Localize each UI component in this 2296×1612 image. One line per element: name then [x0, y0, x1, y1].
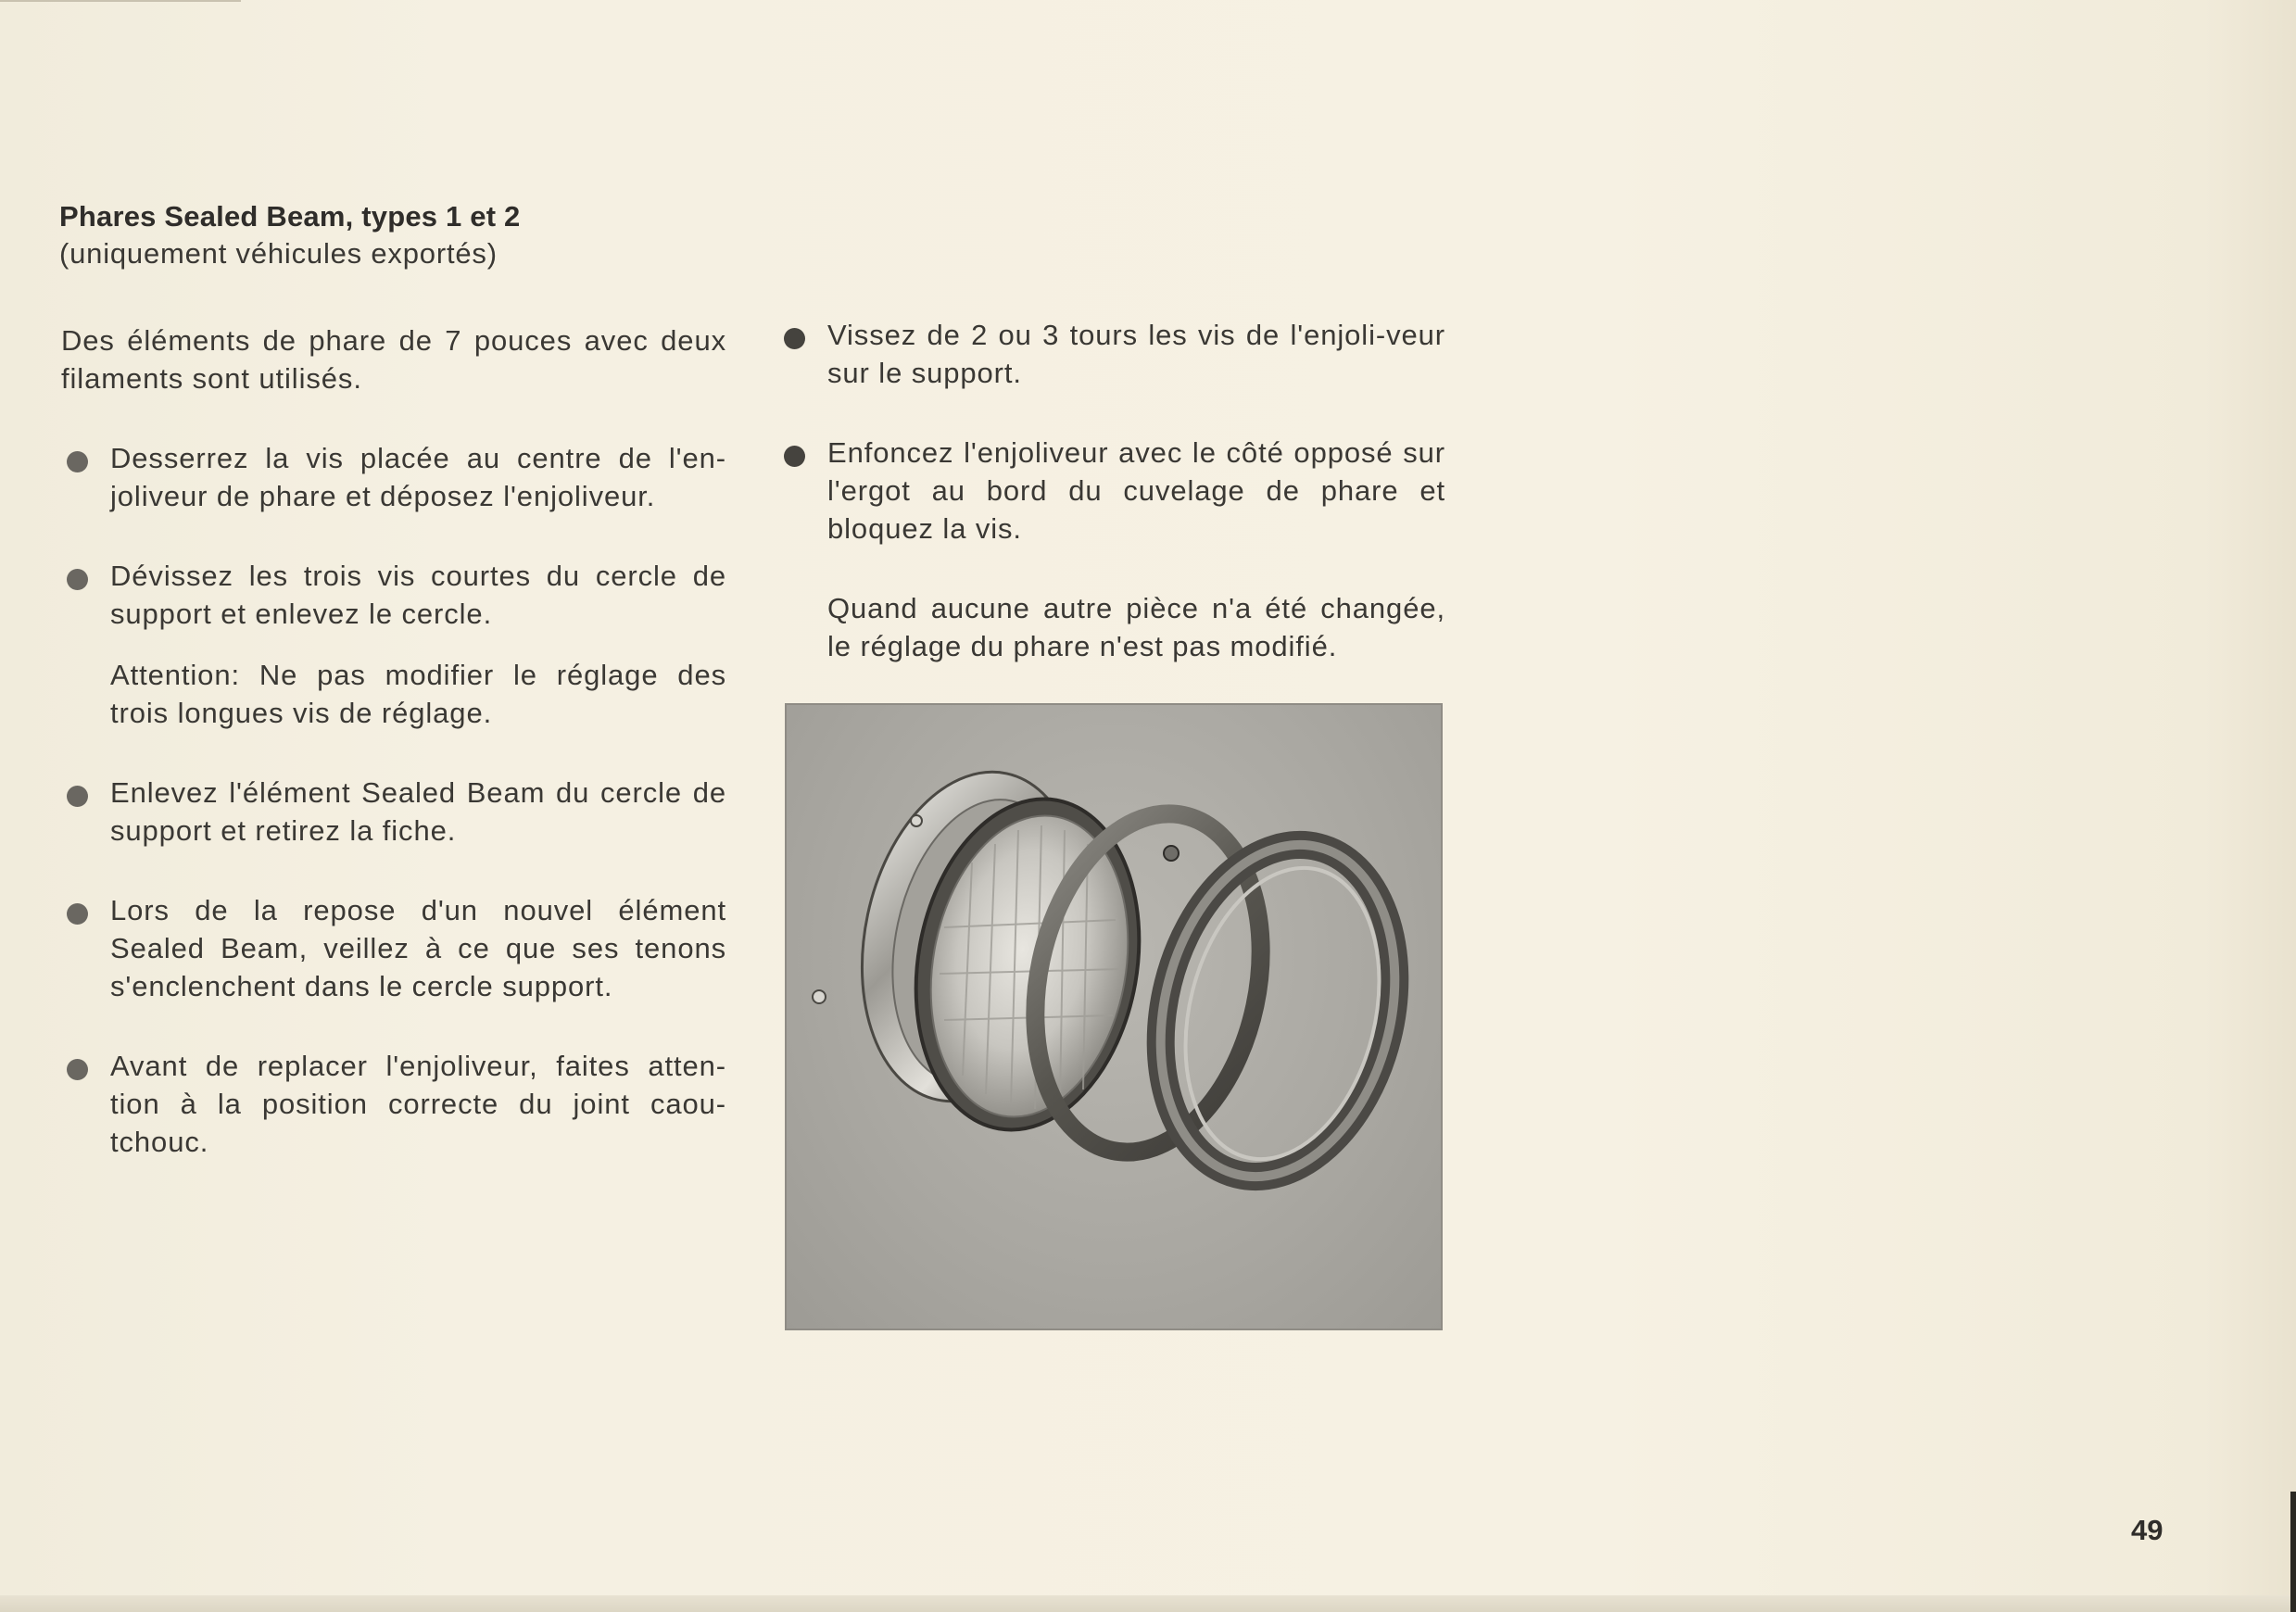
- step-item: [783, 434, 1445, 548]
- step-text: Dévissez les trois vis courtes du cercle de support et enlevez le cercle.: [110, 560, 726, 630]
- bullet-dot-icon: [784, 328, 805, 349]
- step-text: Vissez de 2 ou 3 tours les vis de l'enjoli-veur sur le support.: [827, 319, 1445, 389]
- step-text: Enfoncez l'enjoliveur avec le côté opposé sur l'ergot au bord du cuvelage de phare et bloquez la vis.: [827, 436, 1445, 545]
- left-column: [61, 321, 726, 1203]
- section-subtitle: (uniquement véhicules exportés): [59, 237, 498, 270]
- step-item: [61, 891, 726, 1005]
- bullet-dot-icon: [67, 786, 88, 807]
- page-number: 49: [2131, 1514, 2164, 1546]
- bullet-dot-icon: [67, 1059, 88, 1080]
- step-item: [61, 439, 726, 515]
- page-bottom-edge: [0, 1595, 2296, 1612]
- step-item: [61, 557, 726, 633]
- headlight-exploded-view-image: [787, 705, 1441, 1329]
- intro-paragraph: Des éléments de phare de 7 pouces avec deux filaments sont utilisés.: [61, 324, 726, 395]
- bullet-dot-icon: [67, 451, 88, 472]
- step-text: Desserrez la vis placée au centre de l'en-joliveur de phare et déposez l'enjoliveur.: [110, 442, 726, 512]
- section-title: Phares Sealed Beam, types 1 et 2: [59, 200, 521, 233]
- bullet-dot-icon: [67, 569, 88, 590]
- section-heading: [59, 198, 708, 272]
- step-text: Lors de la repose d'un nouvel élément Sealed Beam, veillez à ce que ses tenons s'enclenchent dans le cercle support.: [110, 894, 726, 1002]
- bullet-dot-icon: [67, 903, 88, 925]
- step-item: [783, 316, 1445, 392]
- page-right-edge: [2290, 1492, 2296, 1612]
- step-text: Enlevez l'élément Sealed Beam du cercle de support et retirez la fiche.: [110, 776, 726, 847]
- attention-note: Attention: Ne pas modifier le réglage des trois longues vis de réglage.: [110, 659, 726, 729]
- bullet-dot-icon: [784, 446, 805, 467]
- right-column: [783, 316, 1445, 665]
- headlight-assembly-photo: [785, 703, 1443, 1330]
- closing-paragraph: Quand aucune autre pièce n'a été changée, le réglage du phare n'est pas modifié.: [827, 592, 1445, 662]
- top-rule: [0, 0, 241, 2]
- step-item: [61, 1047, 726, 1161]
- step-item: [61, 774, 726, 850]
- step-text: Avant de replacer l'enjoliveur, faites atten-tion à la position correcte du joint caou-tchouc.: [110, 1050, 726, 1158]
